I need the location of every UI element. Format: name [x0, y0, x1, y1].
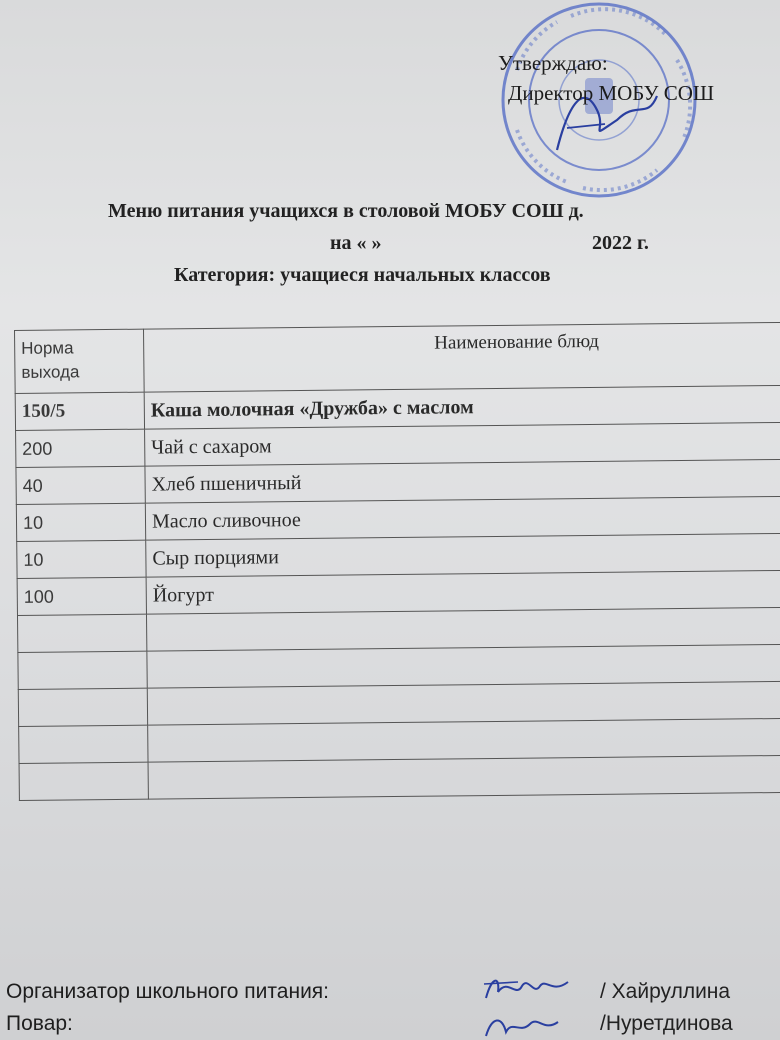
- dish-cell: Чай с сахаром: [145, 422, 780, 466]
- dish-cell: Каша молочная «Дружба» с маслом: [144, 385, 780, 429]
- organizer-name: / Хайруллина: [600, 980, 731, 1003]
- menu-category: Категория: учащиеся начальных классов: [174, 264, 551, 286]
- norm-cell: 100: [17, 577, 146, 615]
- approve-label: Утверждаю:: [498, 51, 608, 75]
- norm-cell: 40: [16, 466, 145, 504]
- norm-cell: 10: [16, 503, 145, 541]
- norm-cell: 150/5: [15, 392, 144, 430]
- organizer-label: Организатор школьного питания:: [6, 980, 330, 1003]
- date-prefix: на « »: [330, 232, 382, 254]
- dish-cell: Йогурт: [146, 570, 780, 614]
- table-header-row: [15, 322, 780, 393]
- norm-cell: 200: [16, 429, 145, 467]
- dish-cell: Сыр порциями: [146, 533, 780, 577]
- cook-signature: [478, 1010, 578, 1040]
- menu-table: [14, 322, 780, 801]
- norm-header: Норма выхода: [15, 329, 145, 393]
- norm-cell: 10: [17, 540, 146, 578]
- dish-cell: [148, 755, 780, 799]
- norm-cell: [19, 762, 148, 800]
- approval-block: [498, 48, 714, 108]
- cook-label: Повар:: [6, 1012, 73, 1035]
- norm-cell: [17, 614, 146, 652]
- menu-title: Меню питания учащихся в столовой МОБУ СОШ д.: [108, 200, 584, 222]
- dish-cell: Хлеб пшеничный: [145, 459, 780, 503]
- norm-cell: [19, 725, 148, 763]
- norm-cell: [18, 651, 147, 689]
- date-year: 2022 г.: [592, 232, 649, 254]
- table-row: [19, 755, 780, 800]
- director-label: Директор МОБУ СОШ: [508, 81, 715, 105]
- cook-name: /Нуретдинова: [600, 1012, 733, 1035]
- menu-date-line: [330, 232, 780, 255]
- dish-cell: Масло сливочное: [145, 496, 780, 540]
- dish-header: Наименование блюд: [143, 322, 780, 392]
- organizer-signature: [478, 968, 578, 1008]
- norm-cell: [18, 688, 147, 726]
